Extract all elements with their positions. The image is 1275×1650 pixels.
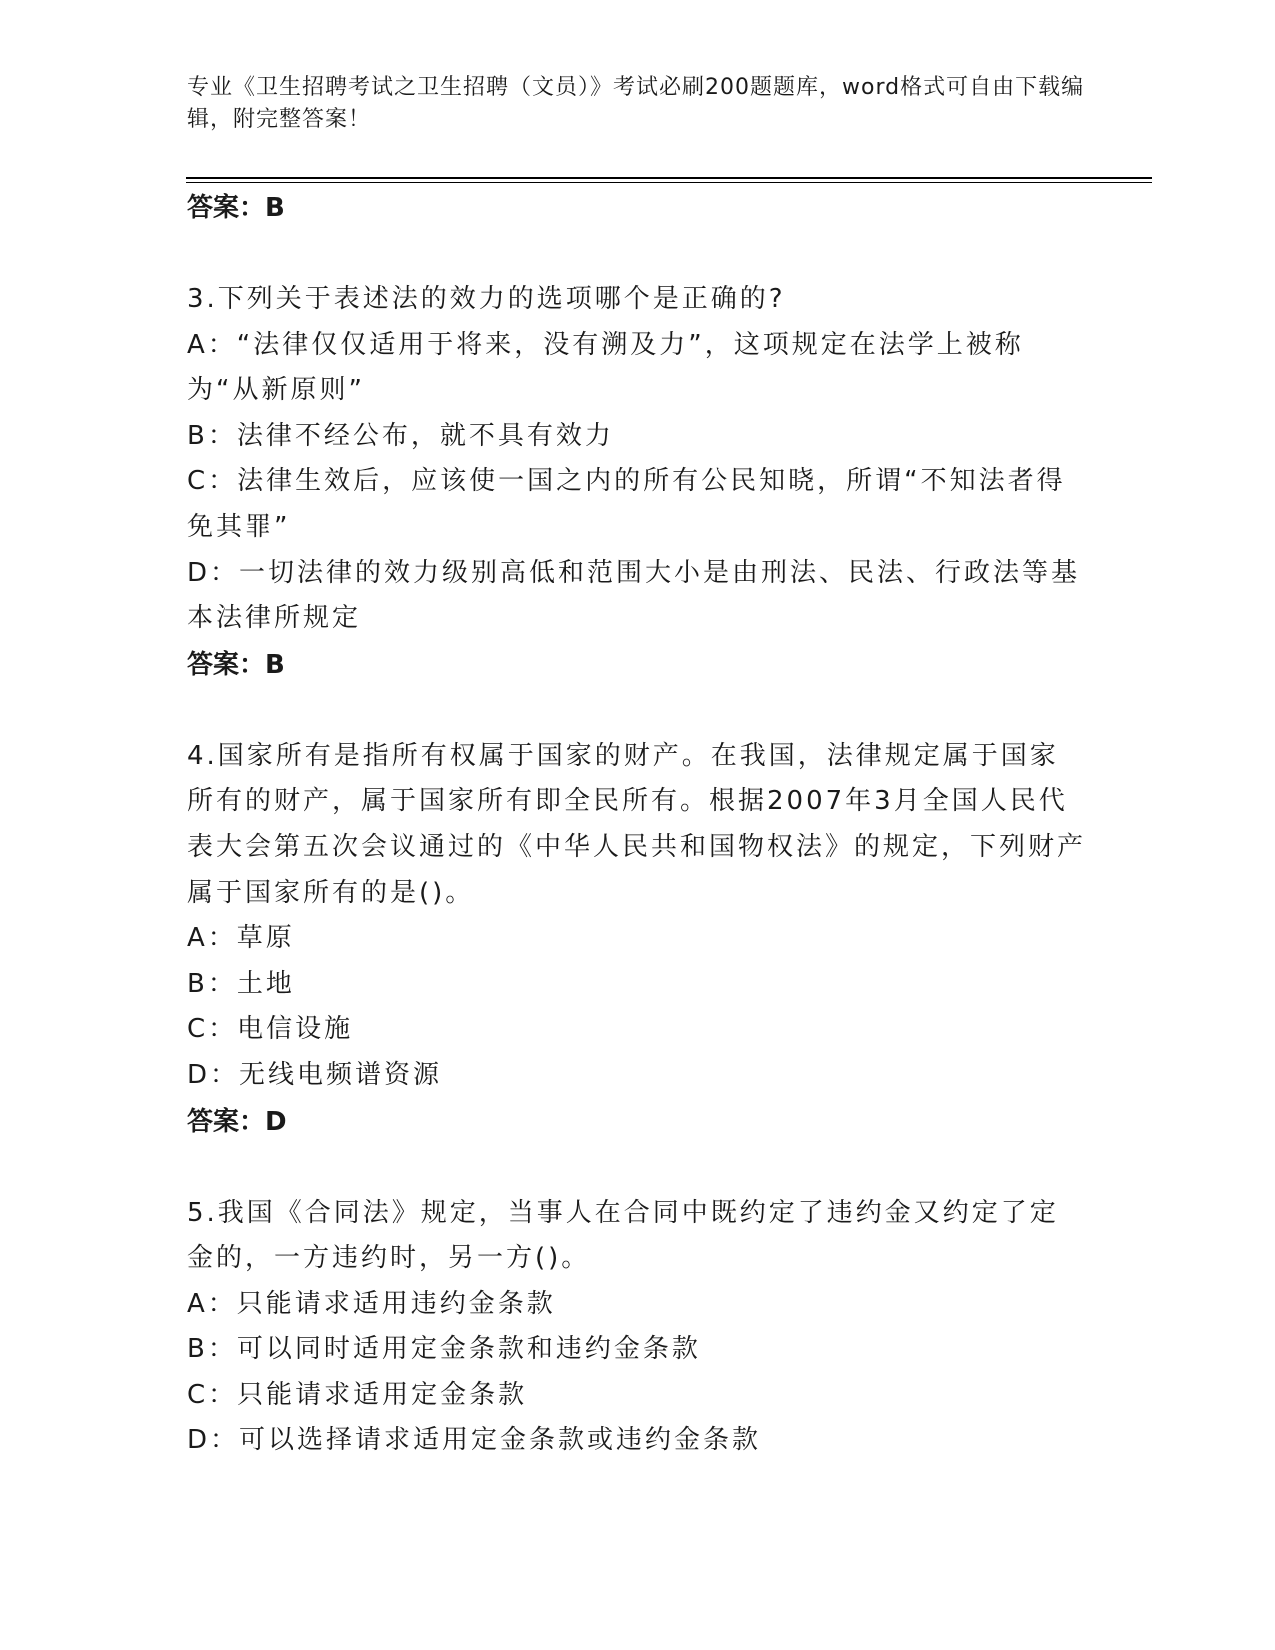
question-3: [187, 277, 1087, 642]
spacer: [187, 688, 1087, 734]
option-b: B：土地: [187, 968, 295, 999]
spacer: [187, 231, 1087, 277]
option-d: D：无线电频谱资源: [187, 1059, 443, 1090]
option-b: B：可以同时适用定金条款和违约金条款: [187, 1334, 701, 1365]
question-text: 5.我国《合同法》规定，当事人在合同中既约定了违约金又约定了定金的，一方违约时，另一方()。: [187, 1197, 1059, 1274]
answer-q4: 答案：D: [187, 1106, 287, 1137]
header-divider: [186, 177, 1152, 179]
page-header: 专业《卫生招聘考试之卫生招聘（文员）》考试必刷200题题库，word格式可自由下载编辑，附完整答案！: [187, 75, 1085, 132]
option-d: D：一切法律的效力级别高低和范围大小是由刑法、民法、行政法等基本法律所规定: [187, 557, 1081, 634]
question-4: [187, 734, 1087, 1099]
question-5: [187, 1191, 1087, 1465]
option-a: A：“法律仅仅适用于将来，没有溯及力”，这项规定在法学上被称为“从新原则”: [187, 329, 1024, 406]
question-content: [187, 185, 1087, 1464]
option-c: C：电信设施: [187, 1014, 354, 1045]
answer-q3: 答案：B: [187, 649, 285, 680]
answer-q2: 答案：B: [187, 193, 285, 223]
option-d: D：可以选择请求适用定金条款或违约金条款: [187, 1425, 762, 1456]
option-c: C：只能请求适用定金条款: [187, 1379, 528, 1410]
spacer: [187, 1145, 1087, 1191]
option-a: A：只能请求适用违约金条款: [187, 1288, 556, 1319]
option-c: C：法律生效后，应该使一国之内的所有公民知晓，所谓“不知法者得免其罪”: [187, 466, 1066, 542]
option-b: B：法律不经公布，就不具有效力: [187, 420, 614, 451]
option-a: A：草原: [187, 923, 295, 954]
question-text: 4.国家所有是指所有权属于国家的财产。在我国，法律规定属于国家所有的财产，属于国家所有即全民所有。根据2007年3月全国人民代表大会第五次会议通过的《中华人民共和国物权法》的规定，下列财产属于国家所有的是()。: [187, 740, 1087, 908]
header-divider-thin: [186, 182, 1152, 183]
question-text: 3.下列关于表述法的效力的选项哪个是正确的?: [187, 284, 786, 314]
